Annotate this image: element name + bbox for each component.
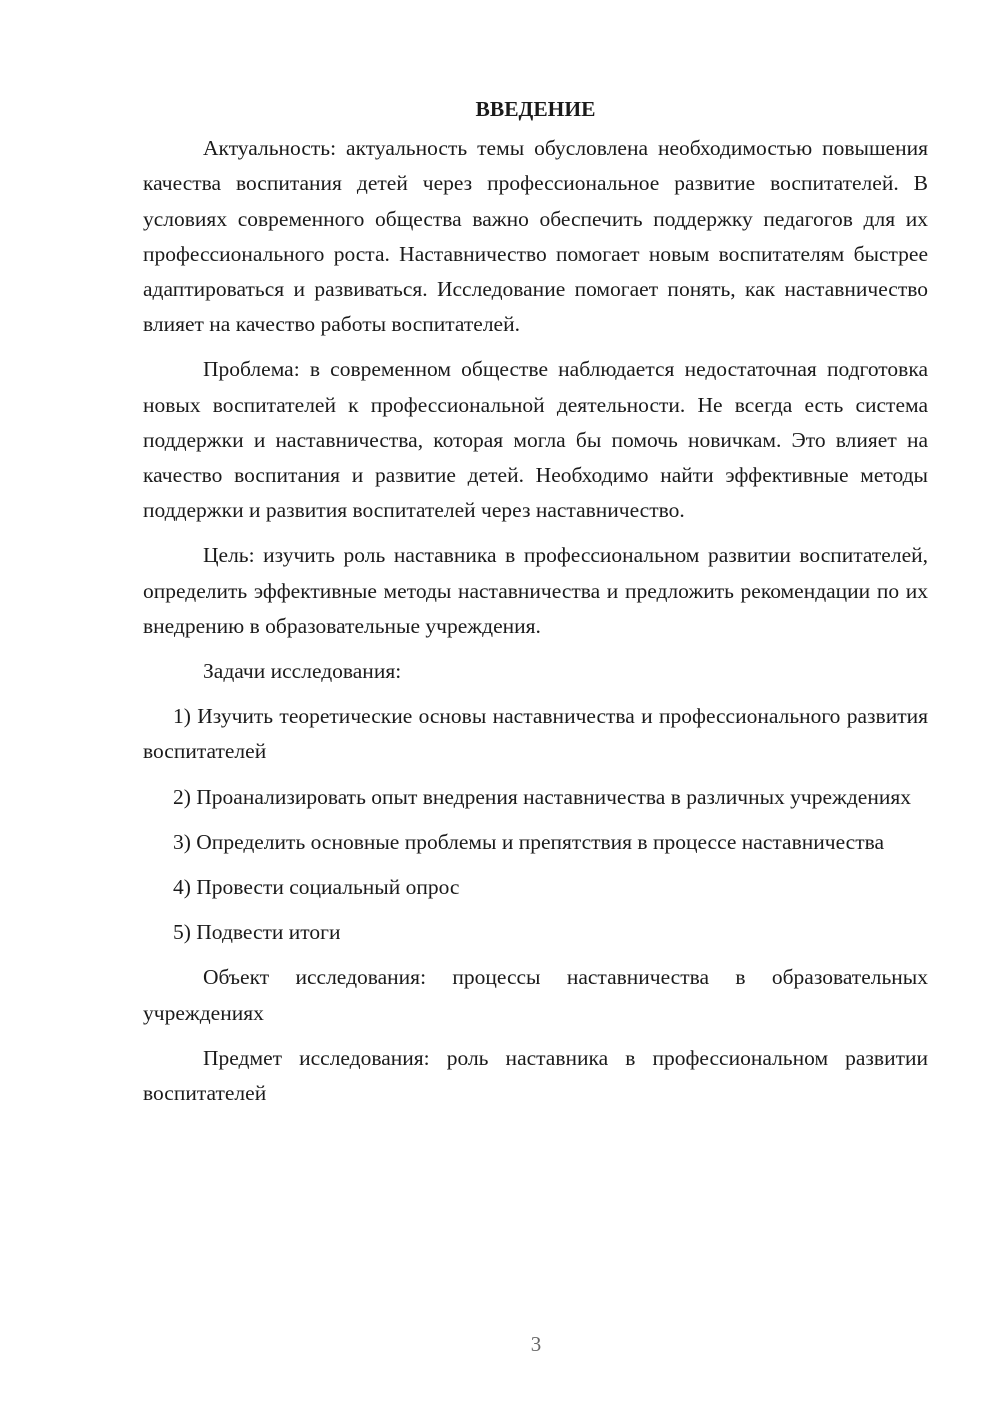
page-title: ВВЕДЕНИЕ xyxy=(475,97,596,121)
page-number: 3 xyxy=(530,1332,542,1356)
document-page xyxy=(143,92,928,1121)
tasks-heading: Задачи исследования: xyxy=(203,659,402,684)
task-item: 1) Изучить теоретические основы наставничества и профессионального развития воспитателей xyxy=(143,704,928,764)
paragraph-goal: Цель: изучить роль наставника в профессиональном развитии воспитателей, определить эффективные методы наставничества и предложить рекомендации по их внедрению в образовательные учреждения. xyxy=(143,543,928,638)
paragraph-object: Объект исследования: процессы наставничества в образовательных учреждениях xyxy=(143,965,928,1025)
paragraph-problem: Проблема: в современном обществе наблюдается недостаточная подготовка новых воспитателей к профессиональной деятельности. Не всегда есть система поддержки и наставничества, которая могла бы помочь новичкам. Это влияет на качество воспитания и развитие детей. Необходимо найти эффективные методы поддержки и развития воспитателей через наставничество. xyxy=(143,357,928,523)
paragraph-subject: Предмет исследования: роль наставника в профессиональном развитии воспитателей xyxy=(143,1045,928,1106)
task-item: 4) Провести социальный опрос xyxy=(173,875,460,900)
paragraph-relevance: Актуальность: актуальность темы обусловлена необходимостью повышения качества воспитания детей через профессиональное развитие воспитателей. В условиях современного общества важно обеспечить поддержку педагогов для их профессионального роста. Наставничество помогает новым воспитателям быстрее адаптироваться и развиваться. Исследование помогает понять, как наставничество влияет на качество работы воспитателей. xyxy=(143,136,928,337)
task-item: 5) Подвести итоги xyxy=(173,920,341,945)
task-item: 2) Проанализировать опыт внедрения наставничества в различных учреждениях xyxy=(173,784,912,809)
task-item: 3) Определить основные проблемы и препятствия в процессе наставничества xyxy=(173,829,885,854)
